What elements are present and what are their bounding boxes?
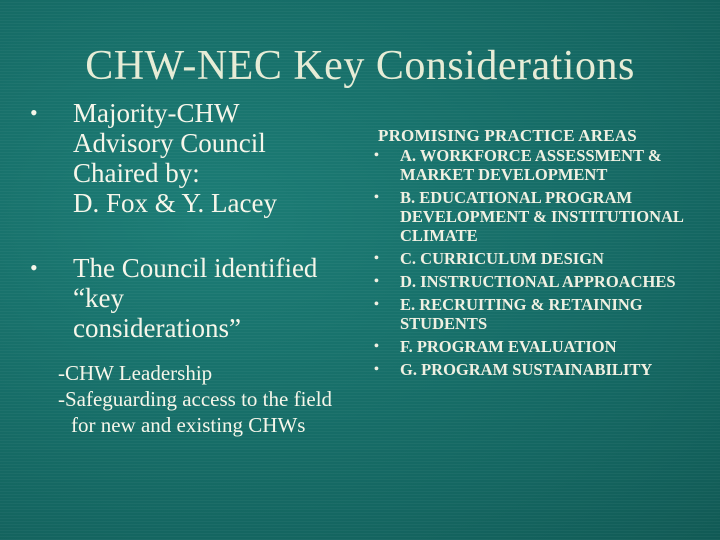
bullet-icon: • (374, 190, 379, 205)
left-column (30, 98, 360, 438)
bullet-icon: • (374, 274, 379, 289)
practice-area-item (370, 146, 710, 184)
practice-area-item (370, 272, 710, 291)
practice-areas-heading: PROMISING PRACTICE AREAS (378, 126, 637, 145)
practice-area-text: F. PROGRAM EVALUATION (400, 337, 617, 356)
bullet-icon: • (374, 362, 379, 377)
council-bullet (30, 98, 360, 218)
consideration-text: -Safeguarding access to the field for new and existing CHWs (58, 387, 333, 437)
considerations-line: The Council identified (73, 253, 318, 283)
council-line: Chaired by: (73, 158, 200, 188)
bullet-icon: • (374, 251, 379, 266)
bullet-icon: • (374, 339, 379, 354)
key-considerations-bullet (30, 253, 360, 343)
practice-areas-list (370, 146, 710, 379)
bullet-icon: • (374, 297, 379, 312)
practice-area-text: D. INSTRUCTIONAL APPROACHES (400, 272, 676, 291)
practice-area-text: E. RECRUITING & RETAINING STUDENTS (400, 295, 643, 333)
council-line: D. Fox & Y. Lacey (73, 188, 277, 218)
practice-area-item (370, 295, 710, 333)
practice-area-item (370, 188, 710, 245)
practice-area-item (370, 360, 710, 379)
bullet-icon: • (30, 100, 38, 125)
practice-area-item (370, 249, 710, 268)
slide-title: CHW-NEC Key Considerations (85, 43, 635, 89)
practice-area-text: G. PROGRAM SUSTAINABILITY (400, 360, 653, 379)
considerations-line: “key (73, 283, 124, 313)
practice-area-text: C. CURRICULUM DESIGN (400, 249, 604, 268)
consideration-item (30, 386, 360, 438)
consideration-text: -CHW Leadership (58, 361, 213, 385)
bullet-icon: • (374, 148, 379, 163)
council-line: Advisory Council (73, 128, 266, 158)
bullet-icon: • (30, 255, 38, 280)
practice-area-item (370, 337, 710, 356)
practice-area-text: A. WORKFORCE ASSESSMENT & MARKET DEVELOPMENT (400, 146, 662, 184)
considerations-line: considerations” (73, 313, 241, 343)
council-line: Majority-CHW (73, 98, 240, 128)
right-column (370, 126, 710, 383)
practice-area-text: B. EDUCATIONAL PROGRAM DEVELOPMENT & INSTITUTIONAL CLIMATE (400, 188, 684, 245)
consideration-item (30, 360, 360, 386)
